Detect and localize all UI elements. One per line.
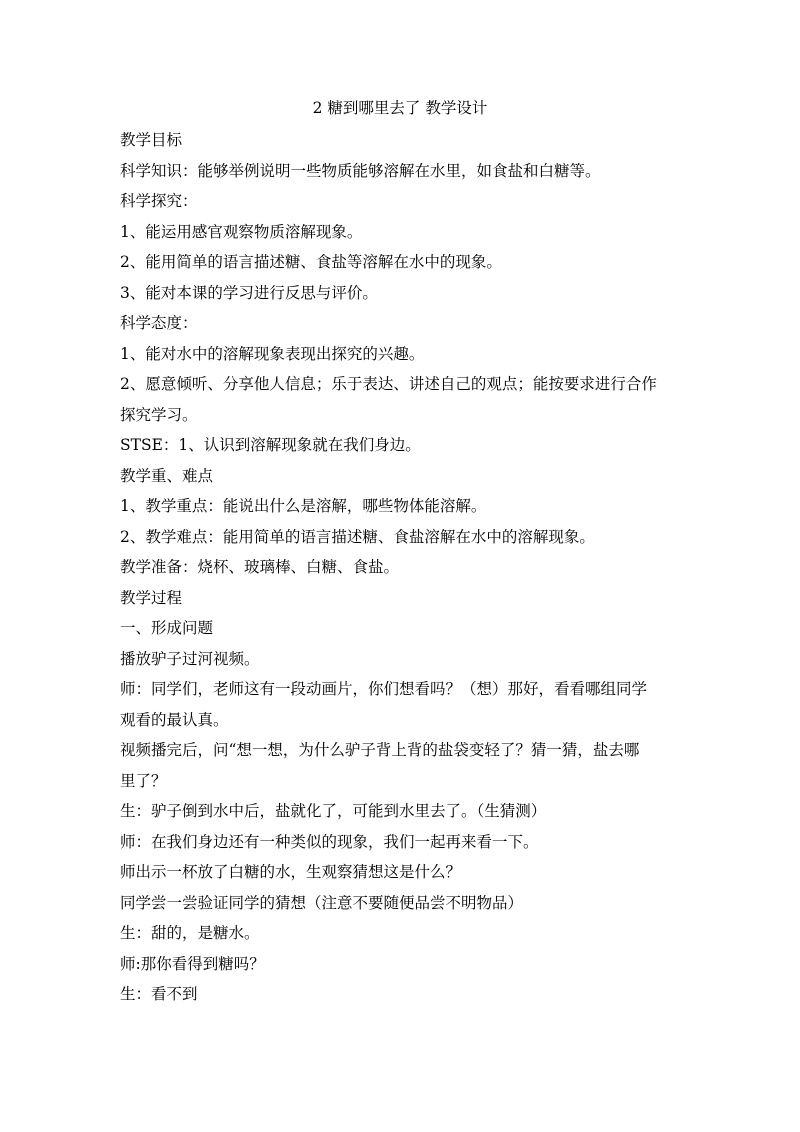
paragraph: 里了？ (120, 771, 167, 790)
paragraph: 播放驴子过河视频。 (120, 649, 260, 668)
paragraph: 科学探究： (120, 192, 198, 210)
document-title: 2 糖到哪里去了 教学设计 (312, 99, 488, 117)
paragraph: 视频播完后，问“想一想，为什么驴子背上背的盐袋变轻了？猜一猜，盐去哪 (120, 741, 640, 759)
paragraph: 1、能运用感官观察物质溶解现象。 (120, 222, 363, 241)
paragraph: 师：同学们，老师这有一段动画片，你们想看吗？（想）那好，看看哪组同学 (120, 680, 648, 698)
paragraph: 教学重、难点 (120, 466, 214, 485)
paragraph: 科学知识：能够举例说明一些物质能够溶解在水里，如食盐和白糖等。 (120, 161, 601, 180)
paragraph: 观看的最认真。 (120, 710, 229, 729)
paragraph: 师出示一杯放了白糖的水，生观察猜想这是什么？ (120, 863, 462, 881)
paragraph: 教学目标 (120, 131, 183, 149)
paragraph: 2、愿意倾听、分享他人信息；乐于表达、讲述自己的观点；能按要求进行合作 (120, 375, 657, 393)
paragraph: 教学过程 (120, 588, 183, 607)
paragraph: 生：看不到 (120, 985, 198, 1003)
paragraph: 生：甜的，是糖水。 (120, 924, 260, 942)
paragraph: 教学准备：烧杯、玻璃棒、白糖、食盐。 (120, 558, 400, 576)
paragraph: 师：在我们身边还有一种类似的现象，我们一起再来看一下。 (120, 832, 539, 851)
paragraph: 1、教学重点：能说出什么是溶解，哪些物体能溶解。 (120, 497, 487, 515)
paragraph: 3、能对本课的学习进行反思与评价。 (120, 283, 378, 302)
paragraph: 2、能用简单的语言描述糖、食盐等溶解在水中的现象。 (120, 253, 502, 271)
paragraph: 生：驴子倒到水中后，盐就化了，可能到水里去了。（生猜测） (120, 802, 547, 820)
paragraph: 一、形成问题 (120, 619, 214, 637)
paragraph: 2、教学难点：能用简单的语言描述糖、食盐溶解在水中的溶解现象。 (120, 527, 595, 546)
paragraph: STSE：1、认识到溶解现象就在我们身边。 (120, 436, 421, 454)
paragraph: 同学尝一尝验证同学的猜想（注意不要随便品尝不明物品） (120, 893, 524, 912)
paragraph: 1、能对水中的溶解现象表现出探究的兴趣。 (120, 344, 425, 363)
document-body (120, 125, 680, 1010)
paragraph: 探究学习。 (120, 405, 198, 424)
paragraph: 师:那你看得到糖吗？ (120, 954, 265, 973)
paragraph: 科学态度： (120, 314, 198, 332)
